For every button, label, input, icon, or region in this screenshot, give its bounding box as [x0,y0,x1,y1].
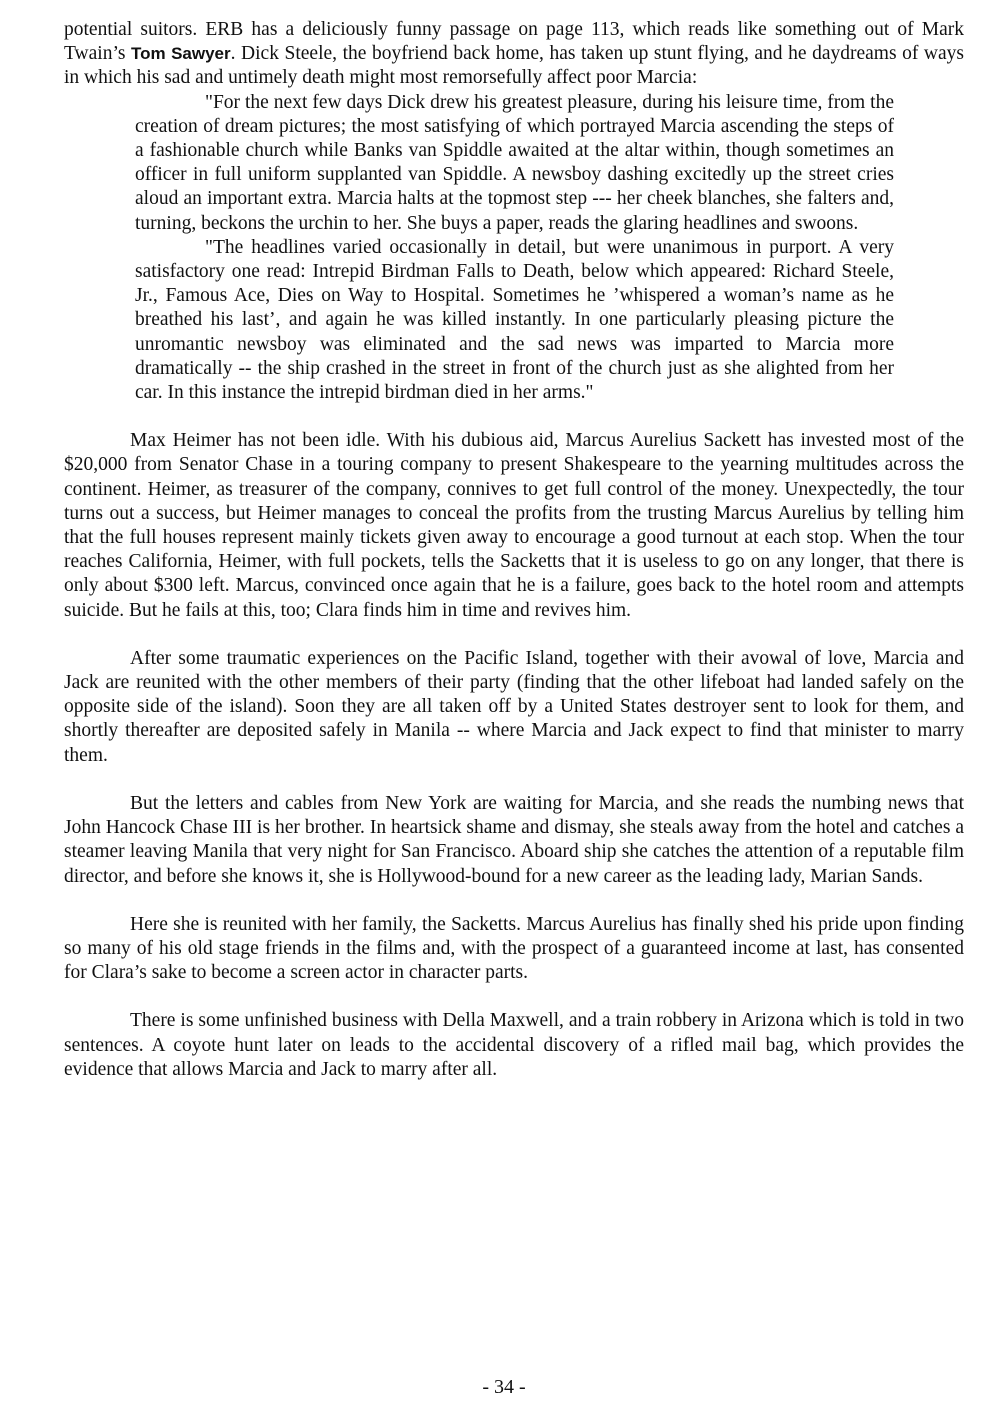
intro-paragraph [64,18,964,91]
paragraph-letters: But the letters and cables from New York are waiting for Marcia, and she reads the numbing news that John Hancock Chase III is her brother. In heartsick shame and dismay, she steals away from the hotel and catches a steamer leaving Manila that very night for San Francisco. Aboard ship she catches the attention of a reputable film director, and before she knows it, she is Hollywood-bound for a new career as the leading lady, Marian Sands. [64,792,964,887]
paragraph-heimer: Max Heimer has not been idle. With his dubious aid, Marcus Aurelius Sackett has invested most of the $20,000 from Senator Chase in a touring company to present Shakespeare to the yearning multitudes across the continent. Heimer, as treasurer of the company, connives to get full control of the money. Unexpectedly, the tour turns out a success, but Heimer manages to conceal the profits from the trusting Marcus Aurelius by telling him that the full houses represent mainly tickets given away to encourage a good turnout at each stop. When the tour reaches California, Heimer, with full pockets, tells the Sacketts that it is useless to go on any longer, that there is only about $300 left. Marcus, convinced once again that he is a failure, goes back to the hotel room and attempts suicide. But he fails at this, too; Clara finds him in time and revives him. [64,430,964,621]
page-body [64,18,964,1082]
paragraph-unfinished: There is some unfinished business with Della Maxwell, and a train robbery in Arizona which is told in two sentences. A coyote hunt later on leads to the accidental discovery of a rifled mail bag, which provides the evidence that allows Marcia and Jack to marry after all. [64,1010,964,1080]
intro-text-after: . Dick Steele, the boyfriend back home, has taken up stunt flying, and he daydreams of ways in which his sad and untimely death might most remorsefully affect poor Marcia: [64,43,964,89]
intro-text-before: potential suitors. ERB has a deliciously funny passage on page 113, which reads like something out of Mark Twain’s [64,19,964,65]
quote-paragraph-2: "The headlines varied occasionally in detail, but were unanimous in purport. A very satisfactory one read: Intrepid Birdman Falls to Death, below which appeared: Richard Steele, Jr., Famous Ace, Dies on Way to Hospital. Sometimes he ’whispered a woman’s name as he breathed his last’, and again he was killed instantly. In one particularly pleasing picture the unromantic newsboy was eliminated and the sad news was imparted to Marcia more dramatically -- the ship crashed in the street in front of the church just as she alighted from her car. In this instance the intrepid birdman died in her arms." [135,236,894,404]
paragraph-reunited: Here she is reunited with her family, the Sacketts. Marcus Aurelius has finally shed his pride upon finding so many of his old stage friends in the films and, with the prospect of a guaranteed income at last, has consented for Clara’s sake to become a screen actor in character parts. [64,913,964,984]
paragraph-island: After some traumatic experiences on the Pacific Island, together with their avowal of love, Marcia and Jack are reunited with the other members of their party (finding that the other lifeboat had landed safely on the opposite side of the island). Soon they are all taken off by a United States destroyer sent to look for them, and shortly thereafter are deposited safely in Manila -- where Marcia and Jack expect to find that minister to marry them. [64,647,964,766]
page-number: - 34 - [482,1376,526,1398]
quote-paragraph-1: "For the next few days Dick drew his greatest pleasure, during his leisure time, from the creation of dream pictures; the most satisfying of which portrayed Marcia ascending the steps of a fashionable church while Banks van Spiddle awaited at the altar within, though sometimes an officer in full uniform supplanted van Spiddle. A newsboy dashing excitedly up the street cries aloud an important extra. Marcia halts at the topmost step --- her cheek blanches, she falters and, turning, beckons the urchin to her. She buys a paper, reads the glaring headlines and swoons. [135,91,894,234]
book-title: Tom Sawyer [131,44,231,64]
block-quote [135,91,894,406]
